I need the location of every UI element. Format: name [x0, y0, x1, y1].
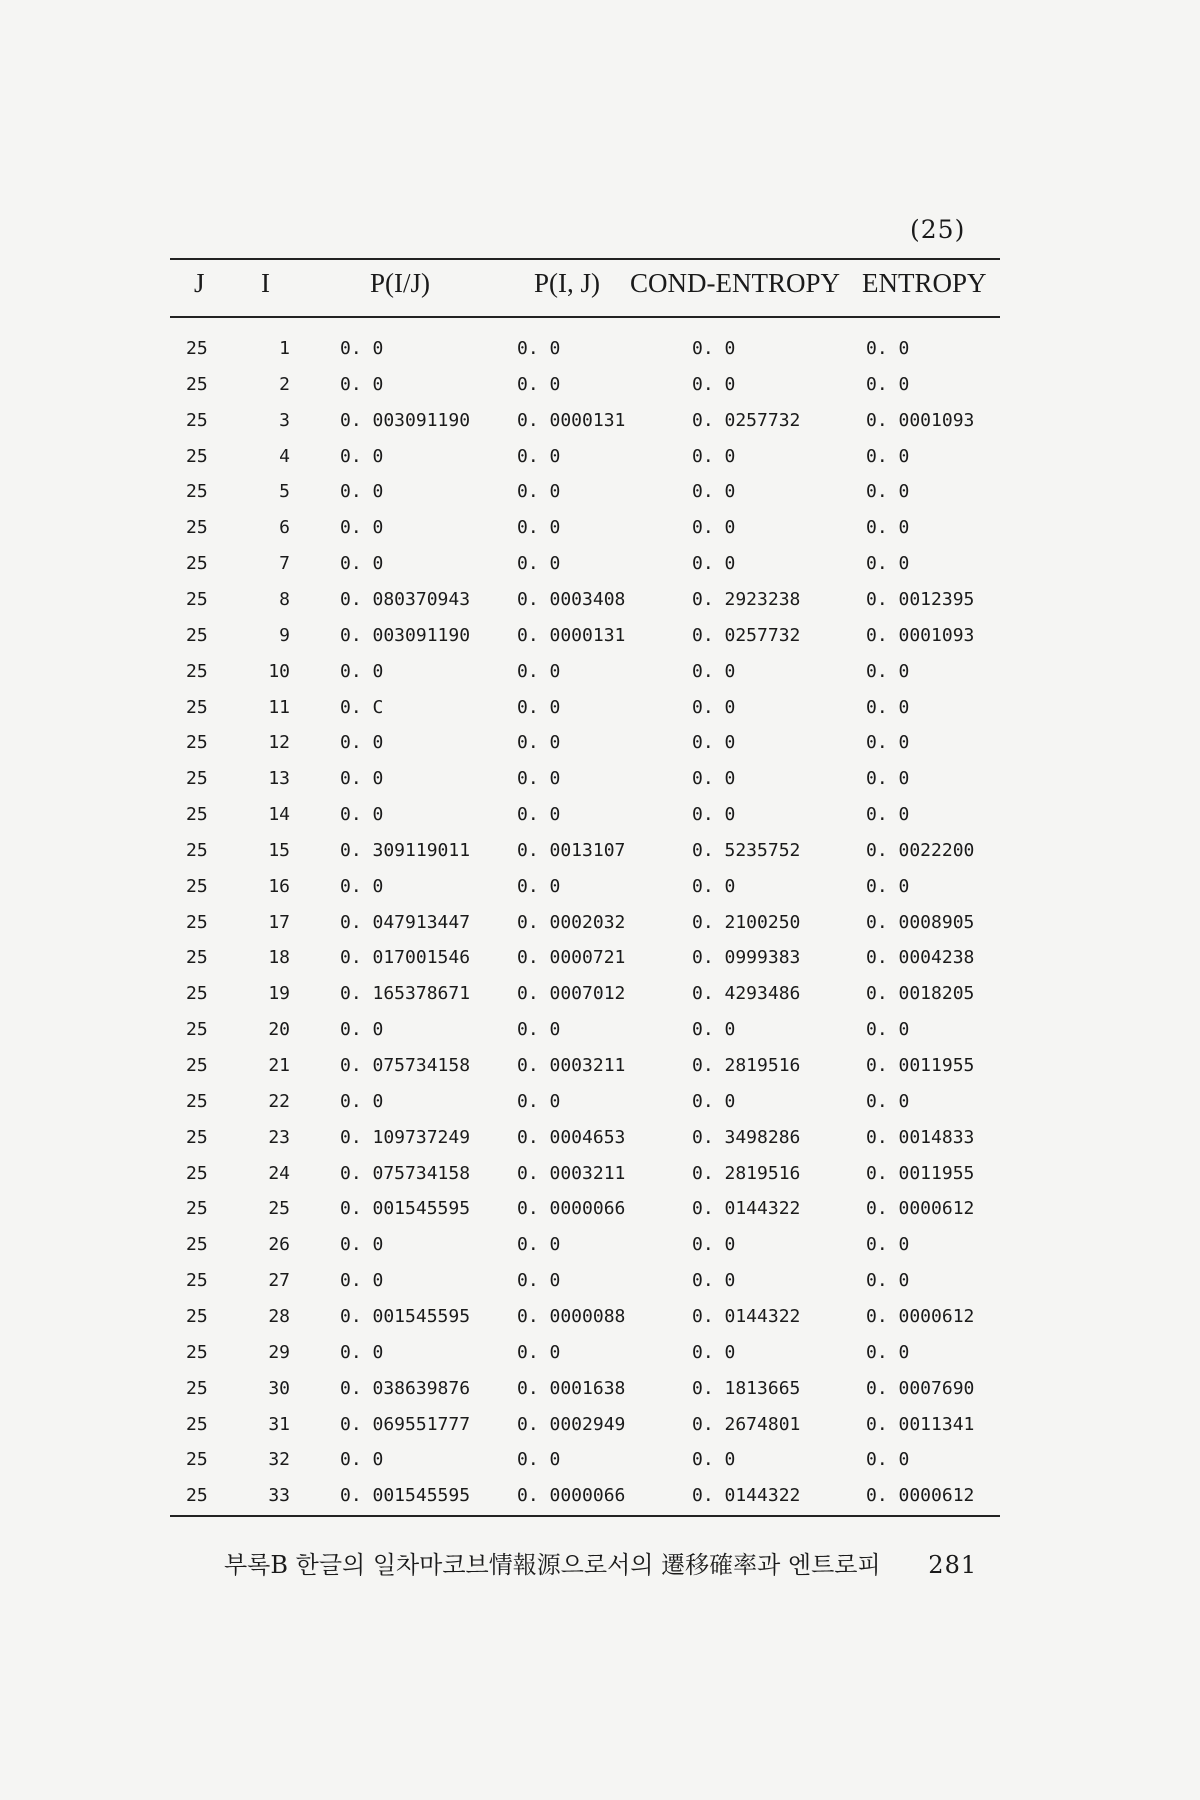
cell-i: 31: [268, 1413, 290, 1435]
table-row: [170, 1449, 1000, 1485]
cell-j: 25: [186, 1413, 208, 1435]
cell-p-i-j: 0. 0: [517, 517, 561, 539]
cell-entropy: 0. 0: [866, 732, 910, 754]
cell-p-i-j: 0. 0: [517, 373, 561, 395]
cell-cond-entropy: 0. 0: [692, 517, 736, 539]
cell-p-i-given-j: 0. 017001546: [340, 947, 471, 969]
cell-cond-entropy: 0. 2674801: [692, 1413, 801, 1435]
cell-i: 33: [268, 1485, 290, 1507]
cell-entropy: 0. 0: [866, 338, 910, 359]
cell-entropy: 0. 0: [866, 517, 910, 539]
cell-entropy: 0. 0008905: [866, 911, 975, 933]
cell-p-i-given-j: 0. 0: [340, 768, 384, 790]
table-row: [170, 553, 1000, 589]
cell-entropy: 0. 0: [866, 553, 910, 575]
table-row: [170, 732, 1000, 768]
cell-i: 26: [268, 1234, 290, 1256]
header-p-i-j: P(I, J): [534, 268, 600, 298]
cell-cond-entropy: 0. 0144322: [692, 1305, 801, 1327]
cell-j: 25: [186, 481, 208, 503]
cell-i: 10: [268, 660, 290, 682]
cell-i: 9: [279, 624, 290, 646]
cell-cond-entropy: 0. 4293486: [692, 983, 801, 1005]
cell-j: 25: [186, 1198, 208, 1220]
cell-p-i-given-j: 0. 001545595: [340, 1485, 471, 1507]
cell-p-i-given-j: 0. 001545595: [340, 1198, 471, 1220]
cell-i: 23: [268, 1126, 290, 1148]
cell-p-i-given-j: 0. 109737249: [340, 1126, 471, 1148]
cell-p-i-j: 0. 0000066: [517, 1198, 626, 1220]
cell-i: 17: [268, 911, 290, 933]
table-row: [170, 625, 1000, 661]
cell-p-i-given-j: 0. 309119011: [340, 839, 471, 861]
cell-p-i-given-j: 0. 0: [340, 804, 384, 826]
table-row: [170, 840, 1000, 876]
table-row: [170, 1378, 1000, 1414]
cell-j: 25: [186, 1126, 208, 1148]
cell-j: 25: [186, 696, 208, 718]
table-row: [170, 338, 1000, 374]
cell-cond-entropy: 0. 0: [692, 768, 736, 790]
page-number: (25): [910, 215, 966, 244]
table-row: [170, 1163, 1000, 1199]
cell-p-i-given-j: 0. 038639876: [340, 1377, 471, 1399]
cell-i: 2: [279, 373, 290, 395]
cell-p-i-given-j: 0. 0: [340, 445, 384, 467]
table-row: [170, 1019, 1000, 1055]
cell-j: 25: [186, 1055, 208, 1076]
cell-j: 25: [186, 1019, 208, 1041]
cell-entropy: 0. 0000612: [866, 1198, 975, 1220]
cell-p-i-given-j: 0. 0: [340, 1090, 384, 1112]
cell-cond-entropy: 0. 0: [692, 696, 736, 718]
header-cond-entropy: COND-ENTROPY: [630, 268, 841, 298]
cell-cond-entropy: 0. 1813665: [692, 1377, 801, 1399]
cell-i: 6: [279, 517, 290, 539]
cell-j: 25: [186, 1449, 208, 1471]
cell-entropy: 0. 0: [866, 875, 910, 897]
cell-entropy: 0. 0011955: [866, 1055, 975, 1076]
cell-i: 12: [268, 732, 290, 754]
cell-p-i-j: 0. 0000088: [517, 1305, 626, 1327]
cell-j: 25: [186, 1162, 208, 1184]
cell-p-i-j: 0. 0002949: [517, 1413, 626, 1435]
cell-i: 7: [279, 553, 290, 575]
cell-i: 22: [268, 1090, 290, 1112]
table-row: [170, 1091, 1000, 1127]
cell-i: 14: [268, 804, 290, 826]
cell-j: 25: [186, 338, 208, 359]
cell-i: 16: [268, 875, 290, 897]
table-top-rule: [170, 258, 1000, 260]
table-row: [170, 661, 1000, 697]
table-row: [170, 1055, 1000, 1091]
cell-i: 13: [268, 768, 290, 790]
cell-cond-entropy: 0. 3498286: [692, 1126, 801, 1148]
header-p-i-given-j: P(I/J): [370, 268, 430, 298]
cell-j: 25: [186, 660, 208, 682]
cell-p-i-j: 0. 0: [517, 1019, 561, 1041]
cell-p-i-given-j: 0. 0: [340, 338, 384, 359]
cell-p-i-j: 0. 0003408: [517, 588, 626, 610]
cell-cond-entropy: 0. 0999383: [692, 947, 801, 969]
cell-i: 15: [268, 839, 290, 861]
table-row: [170, 374, 1000, 410]
cell-entropy: 0. 0: [866, 768, 910, 790]
header-j: J: [194, 268, 205, 298]
cell-p-i-j: 0. 0013107: [517, 839, 626, 861]
cell-entropy: 0. 0: [866, 660, 910, 682]
cell-cond-entropy: 0. 0144322: [692, 1485, 801, 1507]
cell-p-i-j: 0. 0004653: [517, 1126, 626, 1148]
table-row: [170, 1234, 1000, 1270]
cell-j: 25: [186, 517, 208, 539]
cell-p-i-j: 0. 0003211: [517, 1055, 626, 1076]
cell-p-i-j: 0. 0: [517, 445, 561, 467]
cell-p-i-given-j: 0. 0: [340, 517, 384, 539]
cell-cond-entropy: 0. 0257732: [692, 409, 801, 431]
cell-entropy: 0. 0011955: [866, 1162, 975, 1184]
cell-entropy: 0. 0000612: [866, 1485, 975, 1507]
cell-entropy: 0. 0: [866, 696, 910, 718]
footer-title: 부록B 한글의 일차마코브情報源으로서의 遷移確率과 엔트로피: [224, 1551, 881, 1579]
cell-entropy: 0. 0014833: [866, 1126, 975, 1148]
running-footer: [224, 1545, 977, 1580]
cell-cond-entropy: 0. 0144322: [692, 1198, 801, 1220]
cell-i: 27: [268, 1270, 290, 1292]
header-entropy: ENTROPY: [862, 268, 987, 298]
cell-i: 25: [268, 1198, 290, 1220]
cell-p-i-j: 0. 0002032: [517, 911, 626, 933]
cell-i: 20: [268, 1019, 290, 1041]
cell-entropy: 0. 0: [866, 1341, 910, 1363]
cell-cond-entropy: 0. 0: [692, 1341, 736, 1363]
cell-j: 25: [186, 624, 208, 646]
cell-cond-entropy: 0. 0: [692, 338, 736, 359]
cell-j: 25: [186, 588, 208, 610]
cell-entropy: 0. 0: [866, 1019, 910, 1041]
cell-i: 28: [268, 1305, 290, 1327]
cell-cond-entropy: 0. 0: [692, 1090, 736, 1112]
cell-entropy: 0. 0022200: [866, 839, 975, 861]
cell-p-i-j: 0. 0000131: [517, 624, 626, 646]
cell-p-i-given-j: 0. 0: [340, 1341, 384, 1363]
cell-i: 32: [268, 1449, 290, 1471]
cell-p-i-given-j: 0. 003091190: [340, 409, 471, 431]
cell-cond-entropy: 0. 0: [692, 1449, 736, 1471]
cell-cond-entropy: 0. 0: [692, 553, 736, 575]
cell-entropy: 0. 0001093: [866, 624, 975, 646]
cell-cond-entropy: 0. 0: [692, 660, 736, 682]
cell-p-i-given-j: 0. 001545595: [340, 1305, 471, 1327]
cell-entropy: 0. 0011341: [866, 1413, 975, 1435]
cell-p-i-given-j: 0. 0: [340, 373, 384, 395]
cell-j: 25: [186, 732, 208, 754]
cell-p-i-given-j: 0. 0: [340, 481, 384, 503]
cell-i: 21: [268, 1055, 290, 1076]
cell-p-i-given-j: 0. 0: [340, 553, 384, 575]
cell-j: 25: [186, 445, 208, 467]
cell-p-i-j: 0. 0: [517, 732, 561, 754]
cell-i: 1: [279, 338, 290, 359]
cell-p-i-j: 0. 0: [517, 1090, 561, 1112]
cell-cond-entropy: 0. 0: [692, 1234, 736, 1256]
cell-cond-entropy: 0. 0: [692, 445, 736, 467]
cell-entropy: 0. 0000612: [866, 1305, 975, 1327]
cell-entropy: 0. 0007690: [866, 1377, 975, 1399]
cell-p-i-j: 0. 0000131: [517, 409, 626, 431]
cell-p-i-j: 0. 0: [517, 804, 561, 826]
cell-cond-entropy: 0. 0: [692, 875, 736, 897]
cell-i: 11: [268, 696, 290, 718]
cell-entropy: 0. 0012395: [866, 588, 975, 610]
table-row: [170, 517, 1000, 553]
cell-p-i-j: 0. 0003211: [517, 1162, 626, 1184]
cell-p-i-j: 0. 0000721: [517, 947, 626, 969]
cell-cond-entropy: 0. 0: [692, 804, 736, 826]
cell-p-i-given-j: 0. 165378671: [340, 983, 471, 1005]
table-row: [170, 1342, 1000, 1378]
cell-cond-entropy: 0. 0: [692, 732, 736, 754]
table-row: [170, 983, 1000, 1019]
cell-j: 25: [186, 1485, 208, 1507]
cell-i: 29: [268, 1341, 290, 1363]
cell-j: 25: [186, 1234, 208, 1256]
cell-i: 24: [268, 1162, 290, 1184]
table-row: [170, 697, 1000, 733]
cell-p-i-j: 0. 0: [517, 660, 561, 682]
cell-p-i-given-j: 0. 0: [340, 1270, 384, 1292]
cell-p-i-given-j: 0. 0: [340, 875, 384, 897]
cell-entropy: 0. 0: [866, 1090, 910, 1112]
header-i: I: [261, 268, 270, 298]
cell-j: 25: [186, 1090, 208, 1112]
cell-entropy: 0. 0: [866, 1234, 910, 1256]
cell-p-i-j: 0. 0007012: [517, 983, 626, 1005]
cell-p-i-j: 0. 0: [517, 1234, 561, 1256]
cell-j: 25: [186, 947, 208, 969]
cell-p-i-given-j: 0. 0: [340, 732, 384, 754]
cell-cond-entropy: 0. 2100250: [692, 911, 801, 933]
table-row: [170, 804, 1000, 840]
cell-p-i-j: 0. 0: [517, 875, 561, 897]
cell-i: 5: [279, 481, 290, 503]
cell-j: 25: [186, 1341, 208, 1363]
table-header-rule: [170, 316, 1000, 318]
table-row: [170, 876, 1000, 912]
cell-j: 25: [186, 1377, 208, 1399]
table-row: [170, 410, 1000, 446]
cell-i: 19: [268, 983, 290, 1005]
cell-i: 18: [268, 947, 290, 969]
cell-entropy: 0. 0: [866, 1449, 910, 1471]
cell-cond-entropy: 0. 5235752: [692, 839, 801, 861]
cell-cond-entropy: 0. 0: [692, 373, 736, 395]
cell-j: 25: [186, 983, 208, 1005]
table-header: [170, 268, 1000, 304]
cell-p-i-j: 0. 0000066: [517, 1485, 626, 1507]
cell-p-i-given-j: 0. 047913447: [340, 911, 471, 933]
cell-entropy: 0. 0: [866, 1270, 910, 1292]
cell-cond-entropy: 0. 2923238: [692, 588, 801, 610]
table-row: [170, 481, 1000, 517]
cell-cond-entropy: 0. 0: [692, 1270, 736, 1292]
cell-p-i-j: 0. 0: [517, 768, 561, 790]
cell-j: 25: [186, 373, 208, 395]
cell-j: 25: [186, 804, 208, 826]
cell-p-i-given-j: 0. 003091190: [340, 624, 471, 646]
cell-entropy: 0. 0018205: [866, 983, 975, 1005]
cell-p-i-given-j: 0. C: [340, 696, 384, 718]
cell-j: 25: [186, 911, 208, 933]
cell-entropy: 0. 0: [866, 481, 910, 503]
cell-p-i-j: 0. 0: [517, 1341, 561, 1363]
cell-p-i-given-j: 0. 080370943: [340, 588, 471, 610]
cell-cond-entropy: 0. 2819516: [692, 1162, 801, 1184]
cell-j: 25: [186, 1305, 208, 1327]
table-row: [170, 1306, 1000, 1342]
table-row: [170, 1198, 1000, 1234]
cell-p-i-j: 0. 0: [517, 338, 561, 359]
table-row: [170, 1414, 1000, 1450]
cell-i: 4: [279, 445, 290, 467]
table-row: [170, 768, 1000, 804]
cell-p-i-j: 0. 0: [517, 1270, 561, 1292]
cell-j: 25: [186, 409, 208, 431]
cell-entropy: 0. 0: [866, 804, 910, 826]
cell-p-i-given-j: 0. 0: [340, 1019, 384, 1041]
cell-j: 25: [186, 839, 208, 861]
cell-p-i-j: 0. 0: [517, 481, 561, 503]
cell-j: 25: [186, 875, 208, 897]
cell-entropy: 0. 0001093: [866, 409, 975, 431]
table-row: [170, 1270, 1000, 1306]
cell-p-i-given-j: 0. 075734158: [340, 1162, 471, 1184]
table-row: [170, 912, 1000, 948]
cell-p-i-given-j: 0. 0: [340, 1449, 384, 1471]
cell-cond-entropy: 0. 0257732: [692, 624, 801, 646]
cell-p-i-given-j: 0. 0: [340, 1234, 384, 1256]
cell-p-i-given-j: 0. 069551777: [340, 1413, 471, 1435]
cell-p-i-given-j: 0. 0: [340, 660, 384, 682]
cell-entropy: 0. 0: [866, 445, 910, 467]
cell-i: 30: [268, 1377, 290, 1399]
cell-p-i-j: 0. 0: [517, 696, 561, 718]
cell-cond-entropy: 0. 0: [692, 481, 736, 503]
footer-page-number: 281: [928, 1551, 978, 1579]
table-row: [170, 947, 1000, 983]
table-row: [170, 1127, 1000, 1163]
cell-entropy: 0. 0: [866, 373, 910, 395]
cell-j: 25: [186, 1270, 208, 1292]
cell-entropy: 0. 0004238: [866, 947, 975, 969]
cell-p-i-j: 0. 0001638: [517, 1377, 626, 1399]
cell-i: 3: [279, 409, 290, 431]
table-row: [170, 589, 1000, 625]
cell-p-i-given-j: 0. 075734158: [340, 1055, 471, 1076]
cell-p-i-j: 0. 0: [517, 553, 561, 575]
cell-j: 25: [186, 553, 208, 575]
table-row: [170, 446, 1000, 482]
cell-cond-entropy: 0. 0: [692, 1019, 736, 1041]
cell-j: 25: [186, 768, 208, 790]
table-bottom-rule: [170, 1515, 1000, 1517]
cell-i: 8: [279, 588, 290, 610]
cell-p-i-j: 0. 0: [517, 1449, 561, 1471]
cell-cond-entropy: 0. 2819516: [692, 1055, 801, 1076]
